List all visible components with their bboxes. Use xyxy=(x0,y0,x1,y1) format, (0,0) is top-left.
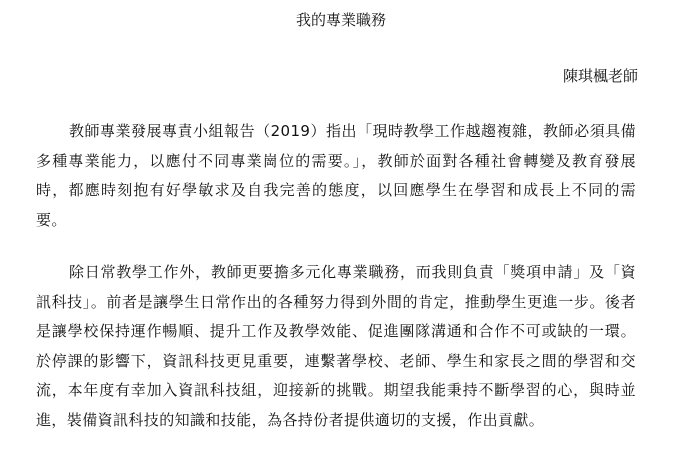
author-name: 陳琪楓老師 xyxy=(562,67,638,85)
paragraph-2: 除日常教學工作外，教師更要擔多元化專業職務，而我則負責「獎項申請」及「資訊科技」。前者是讓學生日常作出的各種努力得到外間的肯定，推動學生更進一步。後者是讓學校保持運作暢順、提升工作及教學效能、促進團隊溝通和合作不可或缺的一環。於停課的影響下，資訊科技更見重要，連繫著學校、老師、學生和家長之間的學習和交流，本年度有幸加入資訊科技組，迎接新的挑戰。期望我能秉持不斷學習的心，與時並進，裝備資訊科技的知識和技能，為各持份者提供適切的支援，作出貢獻。 xyxy=(36,263,636,429)
page-title: 我的專業職務 xyxy=(295,11,386,29)
paragraph-1: 教師專業發展專責小組報告（2019）指出「現時教學工作越趨複雜，教師必須具備多種專業能力，以應付不同專業崗位的需要。」，教師於面對各種社會轉變及教育發展時，都應時刻抱有好學敏求及自我完善的態度，以回應學生在學習和成長上不同的需要。 xyxy=(36,122,636,229)
